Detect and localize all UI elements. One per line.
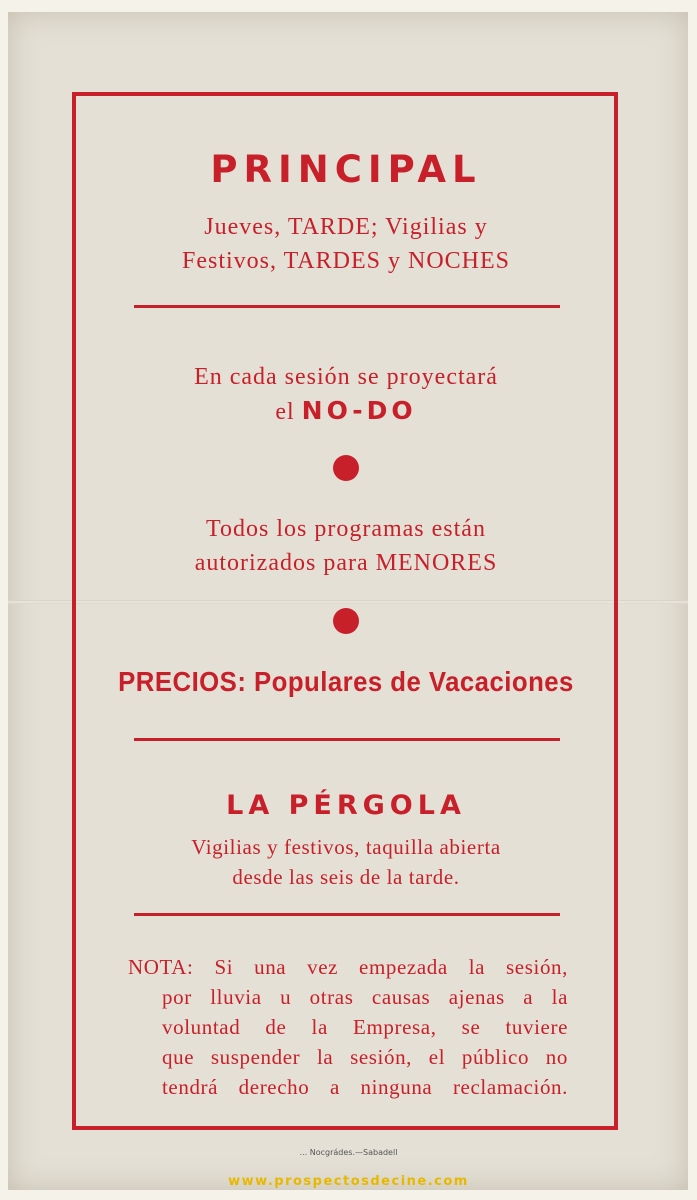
nota-line-5: tendrá derecho a ninguna reclamación. xyxy=(162,1075,568,1099)
printer-credit: ... Nocgrádes.—Sabadell xyxy=(299,1148,398,1157)
menores-line-1: Todos los programas están xyxy=(206,516,486,542)
divider-1 xyxy=(134,305,560,308)
website-watermark: www.prospectosdecine.com xyxy=(228,1174,469,1189)
pergola-heading: LA PÉRGOLA xyxy=(226,790,466,821)
pergola-line-1: Vigilias y festivos, taquilla abierta xyxy=(191,835,501,859)
precios-line xyxy=(98,666,595,698)
divider-3 xyxy=(134,913,560,916)
precios-label: PRECIOS: xyxy=(118,666,247,697)
bullet-dot-1 xyxy=(333,455,359,481)
nota-block xyxy=(128,952,568,1102)
nodo-text xyxy=(76,360,616,429)
pergola-line-2: desde las seis de la tarde. xyxy=(232,865,460,889)
nodo-brand: NO-DO xyxy=(301,396,417,425)
schedule-line-1: Jueves, TARDE; Vigilias y xyxy=(204,214,488,240)
bullet-dot-2 xyxy=(333,608,359,634)
schedule-text xyxy=(76,210,616,278)
nota-label: NOTA: xyxy=(128,955,194,979)
schedule-line-2: Festivos, TARDES y NOCHES xyxy=(181,248,510,274)
nota-line-4: que suspender la sesión, el público no xyxy=(162,1045,568,1069)
nodo-line-1: En cada sesión se proyectará xyxy=(194,364,498,390)
pergola-text xyxy=(76,832,616,892)
principal-heading: PRINCIPAL xyxy=(210,148,482,191)
nota-line-3: voluntad de la Empresa, se tuviere xyxy=(162,1015,568,1039)
nota-line-2: por lluvia u otras causas ajenas a la xyxy=(162,985,568,1009)
menores-text xyxy=(76,512,616,580)
nota-line-1 xyxy=(128,952,568,982)
nota-text-1: Si una vez empezada la sesión, xyxy=(214,955,568,979)
precios-value: Populares de Vacaciones xyxy=(253,666,574,697)
nodo-el: el xyxy=(275,399,295,425)
divider-2 xyxy=(134,738,560,741)
menores-line-2: autorizados para MENORES xyxy=(194,550,498,576)
